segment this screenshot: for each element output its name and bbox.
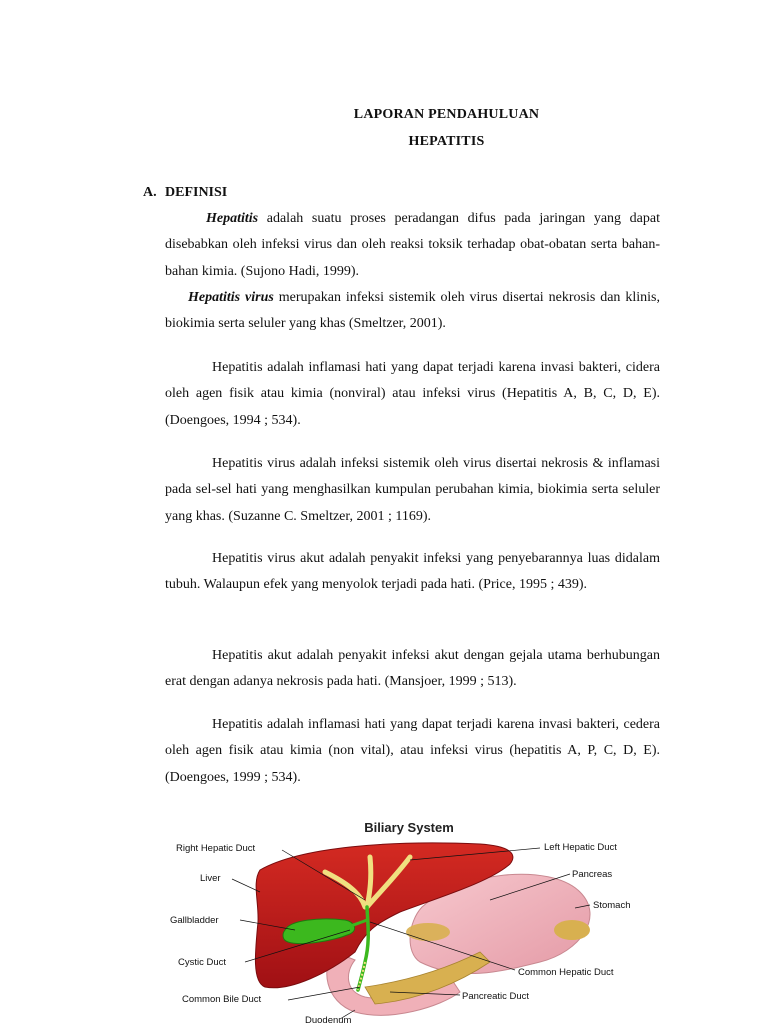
paragraph-7: Hepatitis adalah inflamasi hati yang dapat terjadi karena invasi bakteri, cedera oleh agen fisik atau kimia (non vital), atau infeksi virus (hepatitis A, P, C, D, E). (Doengoes, 1999 ; 534). bbox=[165, 717, 660, 785]
label-common-bile-duct: Common Bile Duct bbox=[182, 994, 262, 1005]
section-number: A. bbox=[143, 185, 157, 200]
paragraph-2 bbox=[165, 285, 660, 338]
label-gallbladder: Gallbladder bbox=[170, 915, 219, 926]
paragraph-5: Hepatitis virus akut adalah penyakit infeksi yang penyebarannya luas didalam tubuh. Walaupun efek yang menyolok terjadi pada hati. (Price, 1995 ; 439). bbox=[165, 551, 660, 593]
biliary-system-illustration bbox=[160, 812, 660, 1024]
label-right-hepatic-duct: Right Hepatic Duct bbox=[176, 843, 256, 854]
label-cystic-duct: Cystic Duct bbox=[178, 957, 227, 968]
label-common-hepatic-duct: Common Hepatic Duct bbox=[518, 967, 614, 978]
label-pancreatic-duct: Pancreatic Duct bbox=[462, 991, 530, 1002]
paragraph-6: Hepatitis akut adalah penyakit infeksi akut dengan gejala utama berhubungan erat dengan adanya nekrosis pada hati. (Mansjoer, 1999 ; 513). bbox=[165, 648, 660, 690]
paragraph-1 bbox=[165, 206, 660, 285]
label-left-hepatic-duct: Left Hepatic Duct bbox=[544, 842, 617, 853]
document-title: LAPORAN PENDAHULUAN bbox=[353, 107, 540, 122]
label-duodenum: Duodenum bbox=[305, 1015, 352, 1024]
paragraph-3: Hepatitis adalah inflamasi hati yang dapat terjadi karena invasi bakteri, cidera oleh agen fisik atau kimia (nonviral) atau infeksi virus (Hepatitis A, B, C, D, E). (Doengoes, 1994 ; 534). bbox=[165, 360, 660, 428]
paragraph-2-text: merupakan infeksi sistemik oleh virus disertai nekrosis dan klinis, biokimia serta seluler yang khas (Smeltzer, 2001). bbox=[165, 290, 660, 332]
section-title: DEFINISI bbox=[165, 185, 228, 200]
biliary-system-figure bbox=[160, 812, 660, 1024]
paragraph-1-text: adalah suatu proses peradangan difus pada jaringan yang dapat disebabkan oleh infeksi virus dan oleh reaksi toksik terhadap obat-obatan serta bahan-bahan kimia. (Sujono Hadi, 1999). bbox=[165, 211, 660, 279]
document-subtitle: HEPATITIS bbox=[408, 134, 485, 149]
label-stomach: Stomach bbox=[593, 900, 631, 911]
label-pancreas: Pancreas bbox=[572, 869, 613, 880]
label-liver: Liver bbox=[200, 873, 221, 884]
section-heading bbox=[143, 185, 227, 201]
figure-title: Biliary System bbox=[364, 820, 454, 835]
paragraph-2-term: Hepatitis virus bbox=[188, 290, 274, 305]
pancreas-body-shape bbox=[406, 923, 450, 941]
paragraph-4: Hepatitis virus adalah infeksi sistemik oleh virus disertai nekrosis & inflamasi pada sel-sel hati yang menghasilkan kumpulan perubahan kimia, biokimia serta seluler yang khas. (Suzanne C. Smeltzer, 2001 ; 1169). bbox=[165, 456, 660, 524]
pancreas-tail-shape bbox=[554, 920, 590, 940]
paragraph-1-term: Hepatitis bbox=[206, 211, 259, 226]
